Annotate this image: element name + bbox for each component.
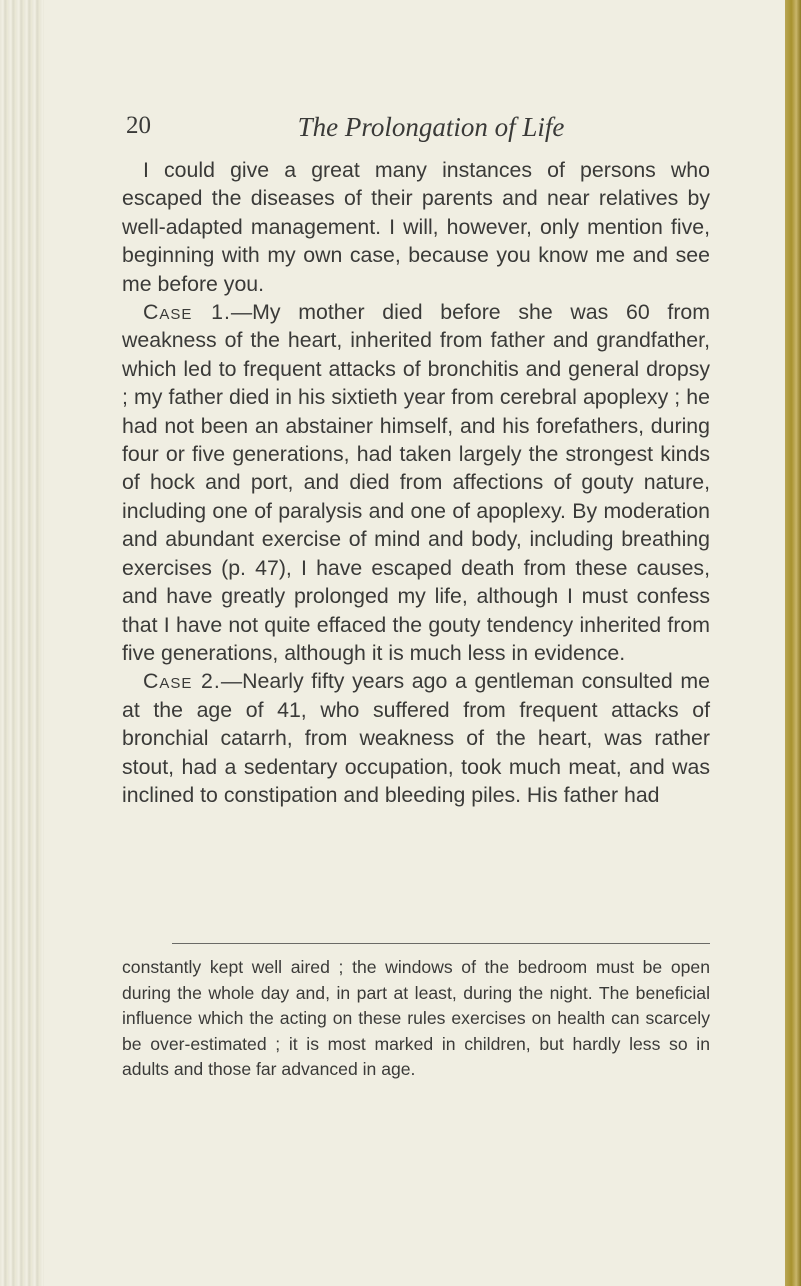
case-1-paragraph [122,298,710,667]
case-2-text: —Nearly fifty years ago a gentleman consulted me at the age of 41, who suffered from frequent attacks of bronchial catarrh, from weakness of the heart, was rather stout, had a sedentary occupation, took much meat, and was inclined to constipation and bleeding piles. His father had [122,669,710,807]
page-number: 20 [126,112,151,139]
body-text [122,156,710,809]
case-1-text: —My mother died before she was 60 from weakness of the heart, inherited from father and grandfather, which led to frequent attacks of bronchitis and general dropsy ; my father died in his sixtieth year from cerebral apoplexy ; he had not been an abstainer himself, and his forefathers, during four or five generations, had taken largely the strongest kinds of hock and port, and died from affections of gouty nature, including one of paralysis and one of apoplexy. By moderation and abundant exercise of mind and body, including breathing exercises (p. 47), I have escaped death from these causes, and have greatly prolonged my life, although I must confess that I have not quite effaced the gouty tendency inherited from five generations, although it is much less in evidence. [122,300,710,665]
running-title: The Prolongation of Life [297,112,565,142]
case-2-label: Case 2. [143,669,221,694]
left-page-gutter [0,0,44,1286]
footnote-text: constantly kept well aired ; the windows of the bedroom must be open during the whole day and, in part at least, during the night. The beneficial influence which the acting on these rules exercises on health can scarcely be over-estimated ; it is most marked in children, but hardly less so in adults and those far advanced in age. [122,957,710,1080]
footnote-divider [172,943,710,944]
footnote [122,955,710,1083]
book-edge [785,0,801,1286]
case-1-label: Case 1. [143,300,231,325]
page-header [122,112,710,148]
paragraph-text: I could give a great many instances of persons who escaped the diseases of their parents and near relatives by well-adapted management. I will, however, only mention five, beginning with my own case, because you know me and see me before you. [122,158,710,296]
case-2-paragraph [122,667,710,809]
paragraph [122,156,710,298]
